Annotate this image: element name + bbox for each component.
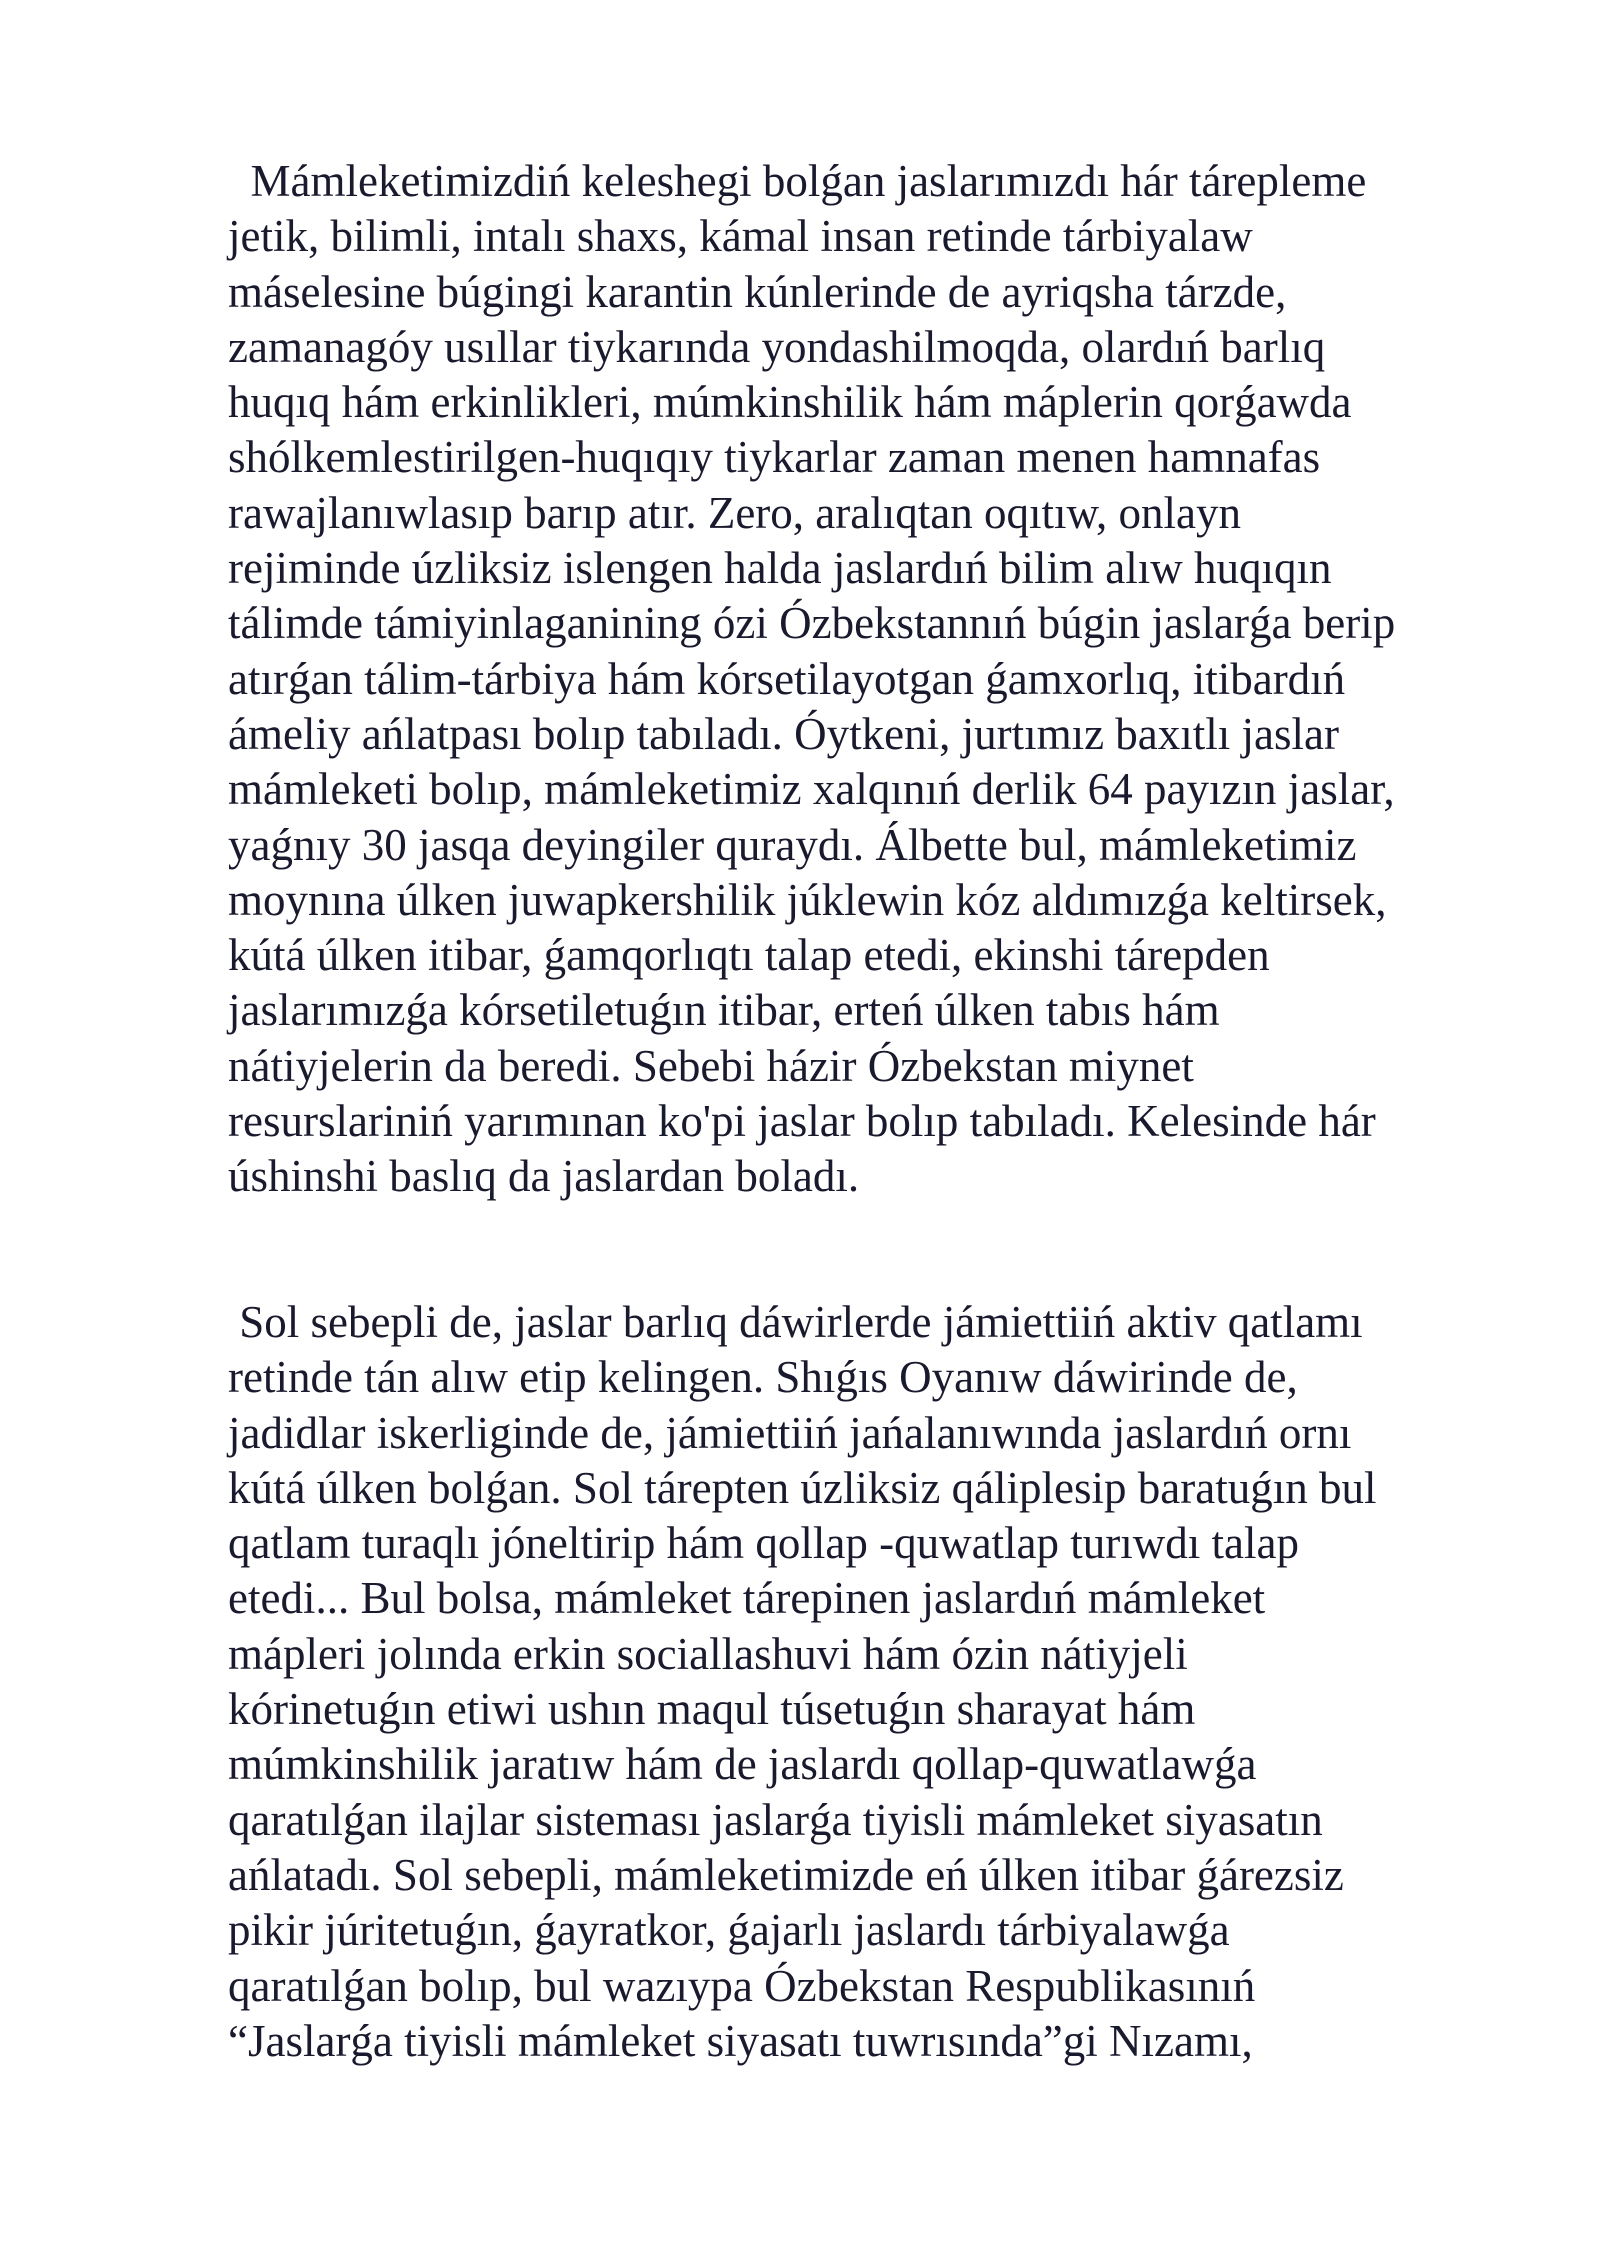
text-line: resurslariniń yarımınan ko'pi jaslar bolıp tabıladı. Kelesinde hár bbox=[228, 1096, 1376, 1147]
text-line: huqıq hám erkinlikleri, múmkinshilik hám máplerin qorǵawda bbox=[228, 377, 1352, 428]
text-line: retinde tán alıw etip kelingen. Shıǵıs Oyanıw dáwirinde de, bbox=[228, 1352, 1298, 1403]
text-line: jadidlar iskerliginde de, jámiettiiń jańalanıwında jaslardıń ornı bbox=[228, 1407, 1352, 1458]
paragraph-youth-policy bbox=[228, 1295, 1377, 2069]
text-line: úshinshi baslıq da jaslardan boladı. bbox=[228, 1151, 860, 1202]
text-line: qatlam turaqlı jóneltirip hám qollap -quwatlap turıwdı talap bbox=[228, 1518, 1299, 1569]
text-line: ańlatadı. Sol sebepli, mámleketimizde eń úlken itibar ǵárezsiz bbox=[228, 1849, 1344, 1900]
text-line: tálimde támiyinlaganining ózi Ózbekstannıń búgin jaslarǵa berip bbox=[228, 598, 1396, 649]
text-line: jaslarımızǵa kórsetiletuǵın itibar, erteń úlken tabıs hám bbox=[228, 985, 1220, 1036]
text-line: kútá úlken bolǵan. Sol tárepten úzliksiz qáliplesip baratuǵın bul bbox=[228, 1462, 1377, 1513]
text-line: etedi... Bul bolsa, mámleket tárepinen jaslardıń mámleket bbox=[228, 1573, 1266, 1624]
text-line: Mámleketimizdiń keleshegi bolǵan jaslarımızdı hár tárepleme bbox=[228, 156, 1367, 206]
text-line: atırǵan tálim-tárbiya hám kórsetilayotgan ǵamxorlıq, itibardıń bbox=[228, 653, 1346, 704]
text-line: ámeliy ańlatpası bolıp tabıladı. Óytkeni, jurtımız baxıtlı jaslar bbox=[228, 708, 1339, 759]
text-line: pikir júritetuǵın, ǵayratkor, ǵajarlı jaslardı tárbiyalawǵa bbox=[228, 1905, 1230, 1956]
text-line: múmkinshilik jaratıw hám de jaslardı qollap-quwatlawǵa bbox=[228, 1739, 1257, 1790]
text-line: rawajlanıwlasıp barıp atır. Zero, aralıqtan oqıtıw, onlayn bbox=[228, 487, 1242, 538]
text-line: “Jaslarǵa tiyisli mámleket siyasatı tuwrısında”gi Nızamı, bbox=[228, 2015, 1253, 2066]
text-line: mápleri jolında erkin sociallashuvi hám ózin nátiyjeli bbox=[228, 1628, 1188, 1679]
paragraph-youth-education bbox=[228, 154, 1395, 1205]
text-line: qaratılǵan bolıp, bul wazıypa Ózbekstan Respublikasınıń bbox=[228, 1960, 1256, 2011]
text-line: zamanagóy usıllar tiykarında yondashilmoqda, olardıń barlıq bbox=[228, 321, 1326, 372]
text-line: kórinetuǵın etiwi ushın maqul túsetuǵın sharayat hám bbox=[228, 1684, 1196, 1735]
text-line: mámleketi bolıp, mámleketimiz xalqınıń derlik 64 payızın jaslar, bbox=[228, 764, 1395, 815]
text-line: máselesine búgingi karantin kúnlerinde de ayriqsha tárzde, bbox=[228, 266, 1287, 317]
text-line: qaratılǵan ilajlar sisteması jaslarǵa tiyisli mámleket siyasatın bbox=[228, 1794, 1323, 1845]
text-line: shólkemlestirilgen-huqıqıy tiykarlar zaman menen hamnafas bbox=[228, 432, 1321, 483]
text-line: nátiyjelerin da beredi. Sebebi házir Ózbekstan miynet bbox=[228, 1040, 1194, 1091]
text-line: rejiminde úzliksiz islengen halda jaslardıń bilim alıw huqıqın bbox=[228, 543, 1332, 594]
text-line: yaǵnıy 30 jasqa deyingiler quraydı. Álbette bul, mámleketimiz bbox=[228, 819, 1357, 870]
text-line: kútá úlken itibar, ǵamqorlıqtı talap etedi, ekinshi tárepden bbox=[228, 930, 1270, 981]
text-line: moynına úlken juwapkershilik júklewin kóz aldımızǵa keltirsek, bbox=[228, 874, 1387, 925]
text-line: jetik, bilimli, intalı shaxs, kámal insan retinde tárbiyalaw bbox=[228, 211, 1253, 262]
text-line: Sol sebepli de, jaslar barlıq dáwirlerde jámiettiiń aktiv qatlamı bbox=[228, 1297, 1363, 1347]
